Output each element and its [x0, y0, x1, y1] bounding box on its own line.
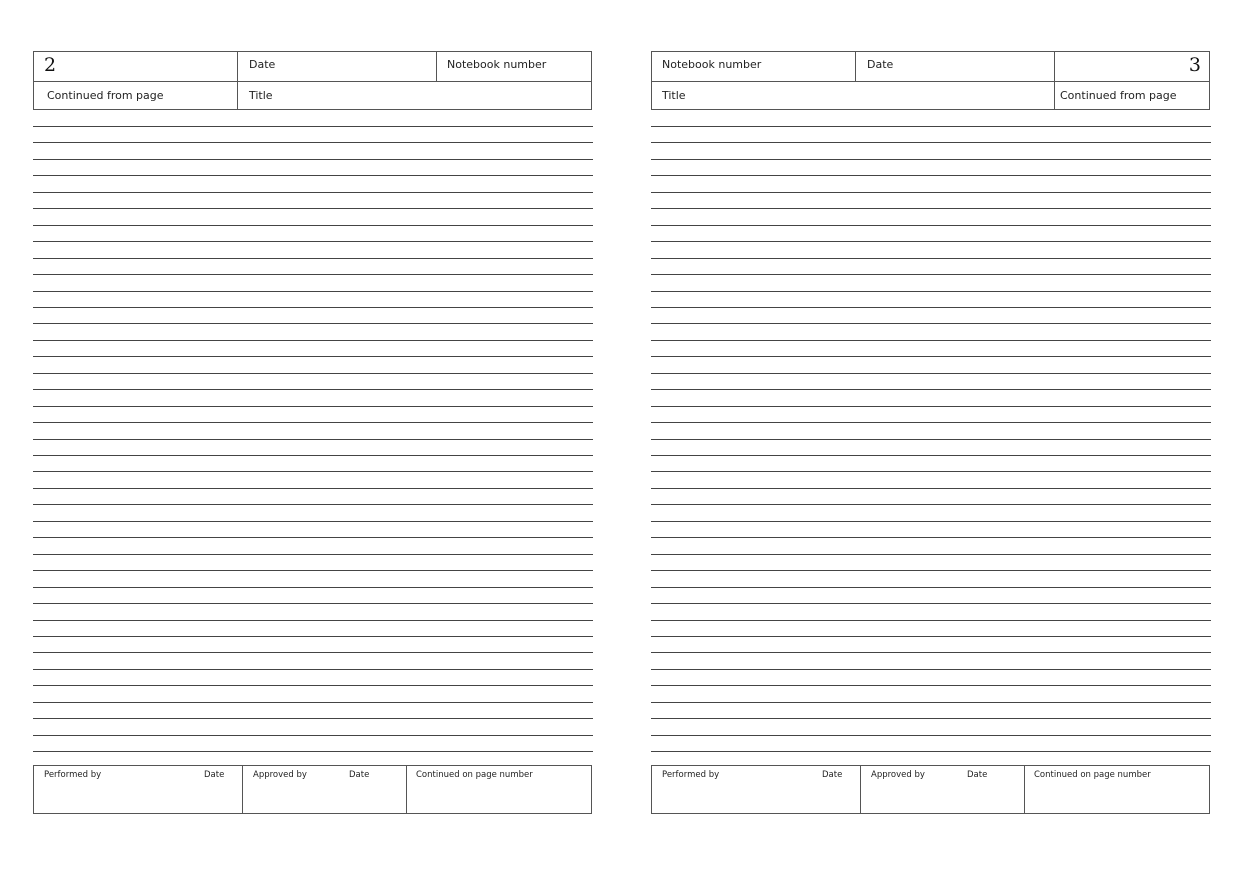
- continued-on-label: Continued on page number: [1034, 770, 1151, 780]
- ruled-line: [33, 208, 593, 209]
- ruled-line: [33, 521, 593, 522]
- performed-by-label: Performed by: [662, 770, 720, 780]
- ruled-line: [651, 718, 1211, 719]
- ruled-line: [33, 307, 593, 308]
- ruled-line: [33, 504, 593, 505]
- ruled-line: [33, 291, 593, 292]
- ruled-line: [651, 455, 1211, 456]
- continued-on-field[interactable]: [406, 766, 591, 813]
- ruled-line: [33, 356, 593, 357]
- approved-date-label: Date: [349, 770, 370, 780]
- page-number: 3: [1188, 54, 1201, 76]
- title-label: Title: [662, 89, 686, 102]
- ruled-line: [651, 323, 1211, 324]
- ruled-line: [33, 373, 593, 374]
- page-number: 2: [44, 54, 57, 76]
- ruled-line: [651, 175, 1211, 176]
- ruled-line: [33, 685, 593, 686]
- approved-by-label: Approved by: [871, 770, 925, 780]
- ruled-line: [651, 521, 1211, 522]
- ruled-line: [33, 142, 593, 143]
- ruled-line: [651, 652, 1211, 653]
- ruled-line: [651, 685, 1211, 686]
- ruled-line: [651, 735, 1211, 736]
- ruled-line: [33, 537, 593, 538]
- ruled-line: [651, 258, 1211, 259]
- ruled-line: [651, 406, 1211, 407]
- page-footer: [651, 765, 1210, 814]
- date-field[interactable]: [855, 52, 1054, 81]
- ruled-line: [651, 241, 1211, 242]
- ruled-line: [651, 225, 1211, 226]
- ruled-line: [651, 192, 1211, 193]
- ruled-line: [33, 439, 593, 440]
- page-number-cell: [34, 52, 237, 81]
- ruled-line: [33, 554, 593, 555]
- ruled-line: [651, 471, 1211, 472]
- performed-by-label: Performed by: [44, 770, 102, 780]
- ruled-line: [651, 488, 1211, 489]
- date-field[interactable]: [237, 52, 436, 81]
- ruled-line: [651, 340, 1211, 341]
- ruled-line: [33, 241, 593, 242]
- ruled-line: [651, 208, 1211, 209]
- continued-from-field[interactable]: [34, 81, 237, 109]
- page-footer: [33, 765, 592, 814]
- ruled-line: [651, 554, 1211, 555]
- ruled-line: [651, 702, 1211, 703]
- ruled-line: [651, 307, 1211, 308]
- title-field[interactable]: [237, 81, 591, 109]
- ruled-line: [651, 422, 1211, 423]
- ruled-line: [651, 142, 1211, 143]
- ruled-line: [33, 422, 593, 423]
- header-row-2: [34, 81, 591, 109]
- continued-from-label: Continued from page: [47, 89, 164, 102]
- continued-from-label: Continued from page: [1060, 89, 1177, 102]
- continued-from-field[interactable]: [1054, 81, 1209, 109]
- ruled-line: [651, 126, 1211, 127]
- notebook-number-label: Notebook number: [447, 58, 547, 71]
- ruled-line: [651, 636, 1211, 637]
- ruled-line: [33, 652, 593, 653]
- ruled-line: [33, 258, 593, 259]
- page-header: [651, 51, 1210, 110]
- header-row-2: [652, 81, 1209, 109]
- ruled-line: [33, 192, 593, 193]
- ruled-line: [651, 274, 1211, 275]
- notebook-number-label: Notebook number: [662, 58, 762, 71]
- ruled-line: [33, 225, 593, 226]
- approved-date-label: Date: [967, 770, 988, 780]
- ruled-line: [651, 389, 1211, 390]
- performed-date-label: Date: [822, 770, 843, 780]
- ruled-line: [33, 603, 593, 604]
- ruled-line: [33, 274, 593, 275]
- ruled-line: [33, 159, 593, 160]
- performed-date-label: Date: [204, 770, 225, 780]
- ruled-line: [33, 323, 593, 324]
- ruled-line: [33, 471, 593, 472]
- notebook-page-left: [33, 0, 593, 873]
- title-field[interactable]: [652, 81, 1054, 109]
- ruled-line: [651, 439, 1211, 440]
- notebook-page-right: [651, 0, 1211, 873]
- ruled-line: [33, 455, 593, 456]
- ruled-line: [33, 735, 593, 736]
- ruled-line: [33, 175, 593, 176]
- ruled-line: [33, 636, 593, 637]
- ruled-line: [651, 504, 1211, 505]
- ruled-line: [33, 669, 593, 670]
- approved-by-field[interactable]: [242, 766, 406, 813]
- performed-by-field[interactable]: [652, 766, 860, 813]
- ruled-line: [33, 718, 593, 719]
- performed-by-field[interactable]: [34, 766, 242, 813]
- title-label: Title: [249, 89, 273, 102]
- ruled-line: [651, 620, 1211, 621]
- ruled-line: [651, 373, 1211, 374]
- ruled-line: [33, 620, 593, 621]
- ruled-line: [33, 702, 593, 703]
- approved-by-label: Approved by: [253, 770, 307, 780]
- date-label: Date: [249, 58, 276, 71]
- ruled-line: [33, 587, 593, 588]
- ruled-line: [33, 126, 593, 127]
- ruled-line: [33, 488, 593, 489]
- ruled-line: [651, 669, 1211, 670]
- ruled-line: [33, 751, 593, 752]
- ruled-line: [651, 570, 1211, 571]
- ruled-line: [651, 603, 1211, 604]
- continued-on-label: Continued on page number: [416, 770, 533, 780]
- continued-on-field[interactable]: [1024, 766, 1209, 813]
- ruled-line: [651, 751, 1211, 752]
- ruled-line: [651, 587, 1211, 588]
- ruled-line: [651, 537, 1211, 538]
- notebook-number-field[interactable]: [436, 52, 591, 81]
- ruled-line: [33, 340, 593, 341]
- ruled-line: [33, 570, 593, 571]
- notebook-number-field[interactable]: [652, 52, 855, 81]
- page-number-cell: [1054, 52, 1209, 81]
- header-row-1: [34, 52, 591, 82]
- ruled-line: [33, 389, 593, 390]
- approved-by-field[interactable]: [860, 766, 1024, 813]
- ruled-line: [651, 356, 1211, 357]
- ruled-line: [651, 291, 1211, 292]
- ruled-line: [33, 406, 593, 407]
- date-label: Date: [867, 58, 894, 71]
- ruled-line: [651, 159, 1211, 160]
- page-header: [33, 51, 592, 110]
- header-row-1: [652, 52, 1209, 82]
